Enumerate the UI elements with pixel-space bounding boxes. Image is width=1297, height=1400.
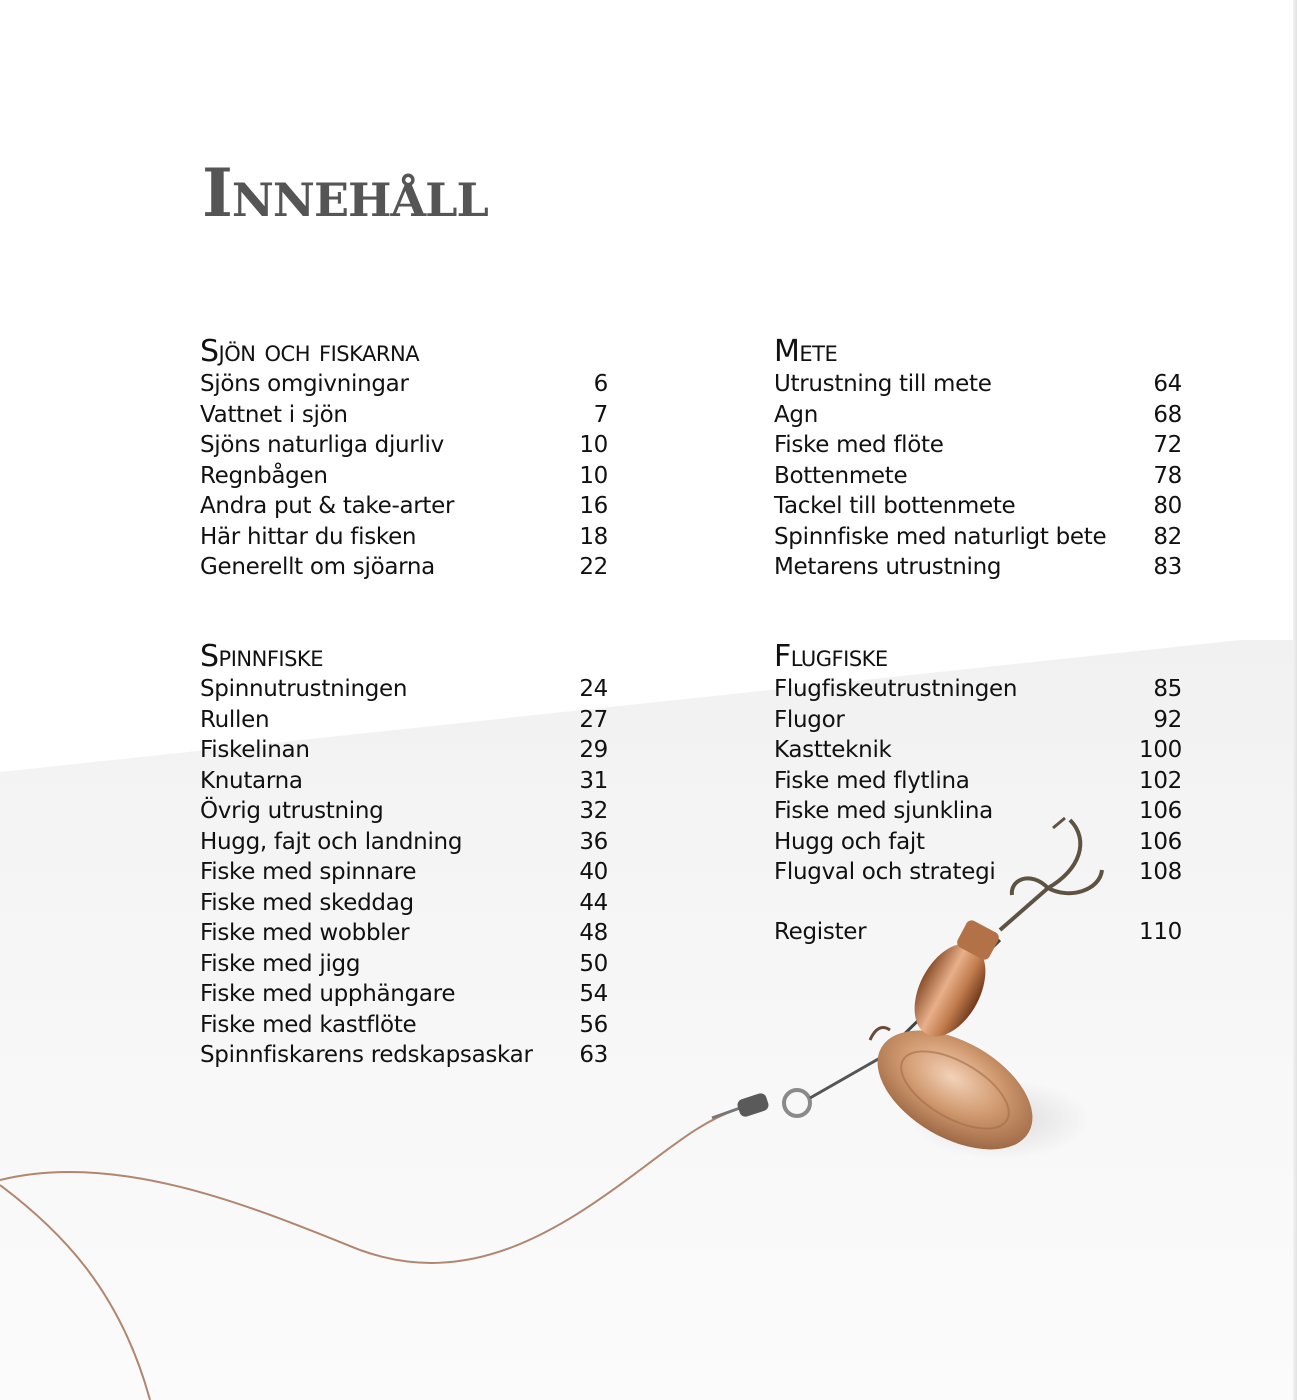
entry-page: 7 [593,401,608,428]
toc-section-spinnfiske [200,640,608,1071]
entry-label: Spinnfiskarens redskapsaskar [200,1042,533,1068]
entry-page: 44 [579,889,608,916]
entry-label: Andra put & take-arter [200,493,455,519]
entry-page: 27 [579,706,608,733]
toc-entry[interactable] [200,674,608,705]
toc-entry[interactable] [200,491,608,522]
section-heading: Mete [774,334,838,369]
entry-label: Hugg och fajt [774,828,925,855]
entry-label: Fiske med skeddag [200,889,414,916]
entry-label: Sjöns omgivningar [200,371,409,397]
entry-label: Tackel till bottenmete [774,493,1016,519]
entry-page: 10 [579,462,608,489]
entry-label: Kastteknik [774,737,892,763]
entry-page: 80 [1153,493,1182,519]
entry-label: Bottenmete [774,462,908,489]
toc-entry[interactable] [774,522,1182,553]
toc-entry[interactable] [774,552,1182,583]
entry-page: 83 [1153,554,1182,580]
entry-label: Register [774,919,867,945]
toc-entry[interactable] [200,827,608,858]
toc-entry[interactable] [200,979,608,1010]
entry-label: Fiske med flytlina [774,767,970,794]
toc-section-flugfiske [774,640,1182,888]
entry-label: Övrig utrustning [200,798,384,824]
entry-page: 31 [579,767,608,794]
entry-page: 78 [1153,462,1182,489]
toc-entry[interactable] [200,796,608,827]
entry-page: 100 [1139,737,1182,763]
entry-label: Fiske med jigg [200,950,361,977]
toc-entry[interactable] [200,1010,608,1041]
entry-page: 106 [1139,828,1182,855]
toc-entry[interactable] [200,888,608,919]
toc-entry[interactable] [200,400,608,431]
toc-entry-register[interactable] [774,917,1182,948]
entry-page: 108 [1139,859,1182,885]
entry-page: 50 [579,950,608,977]
entry-label: Regnbågen [200,462,328,489]
entry-label: Flugval och strategi [774,859,996,885]
toc-entry[interactable] [774,857,1182,888]
entry-page: 64 [1153,371,1182,397]
entry-label: Fiske med kastflöte [200,1011,417,1038]
toc-entry[interactable] [774,705,1182,736]
toc-entry[interactable] [774,430,1182,461]
entry-label: Hugg, fajt och landning [200,828,463,855]
entry-page: 6 [593,371,608,397]
toc-entry[interactable] [200,735,608,766]
section-heading: Flugfiske [774,639,888,674]
entry-page: 92 [1153,706,1182,733]
entry-page: 106 [1139,798,1182,824]
section-heading: Spinnfiske [200,639,323,674]
entry-page: 110 [1139,919,1182,945]
toc-entry[interactable] [200,766,608,797]
toc-entry[interactable] [200,522,608,553]
entry-page: 40 [579,859,608,885]
entry-page: 56 [579,1011,608,1038]
toc-entry[interactable] [200,857,608,888]
entry-page: 22 [579,554,608,580]
entry-label: Sjöns naturliga djurliv [200,432,444,458]
entry-page: 36 [579,828,608,855]
entry-page: 63 [579,1042,608,1068]
entry-page: 102 [1139,767,1182,794]
toc-entry[interactable] [774,674,1182,705]
entry-page: 10 [579,432,608,458]
toc-section-sjon [200,335,608,583]
entry-label: Generellt om sjöarna [200,554,435,580]
entry-label: Fiske med flöte [774,432,944,458]
entry-label: Spinnfiske med naturligt bete [774,523,1107,550]
entry-page: 18 [579,523,608,550]
toc-entry[interactable] [200,949,608,980]
entry-page: 54 [579,981,608,1007]
entry-label: Fiske med sjunklina [774,798,993,824]
page-title: Innehåll [202,154,488,232]
entry-label: Agn [774,401,819,428]
entry-page: 24 [579,676,608,702]
entry-page: 29 [579,737,608,763]
toc-entry[interactable] [774,766,1182,797]
toc-entry[interactable] [774,461,1182,492]
toc-entry[interactable] [200,369,608,400]
entry-label: Rullen [200,706,270,733]
section-heading: Sjön och fiskarna [200,334,420,369]
toc-entry[interactable] [200,918,608,949]
entry-label: Utrustning till mete [774,371,992,397]
toc-entry[interactable] [200,461,608,492]
entry-label: Knutarna [200,767,303,794]
entry-page: 16 [579,493,608,519]
entry-label: Flugor [774,706,845,733]
entry-label: Fiskelinan [200,737,310,763]
entry-label: Fiske med upphängare [200,981,456,1007]
toc-entry[interactable] [774,827,1182,858]
toc-entry[interactable] [774,369,1182,400]
entry-label: Fiske med wobbler [200,920,410,946]
toc-entry[interactable] [200,705,608,736]
entry-label: Spinnutrustningen [200,676,408,702]
toc-entry[interactable] [774,735,1182,766]
entry-label: Här hittar du fisken [200,523,417,550]
toc-entry[interactable] [774,400,1182,431]
toc-entry[interactable] [200,1040,608,1071]
entry-label: Fiske med spinnare [200,859,417,885]
entry-page: 72 [1153,432,1182,458]
entry-page: 82 [1153,523,1182,550]
entry-page: 85 [1153,676,1182,702]
toc-register [774,917,1182,948]
toc-entry[interactable] [774,491,1182,522]
toc-entry[interactable] [200,552,608,583]
toc-entry[interactable] [200,430,608,461]
entry-label: Flugfiskeutrustningen [774,676,1018,702]
page-edge [1293,0,1297,1400]
entry-label: Vattnet i sjön [200,401,348,428]
entry-page: 32 [579,798,608,824]
entry-label: Metarens utrustning [774,554,1002,580]
entry-page: 68 [1153,401,1182,428]
toc-section-mete [774,335,1182,583]
toc-entry[interactable] [774,796,1182,827]
entry-page: 48 [579,920,608,946]
